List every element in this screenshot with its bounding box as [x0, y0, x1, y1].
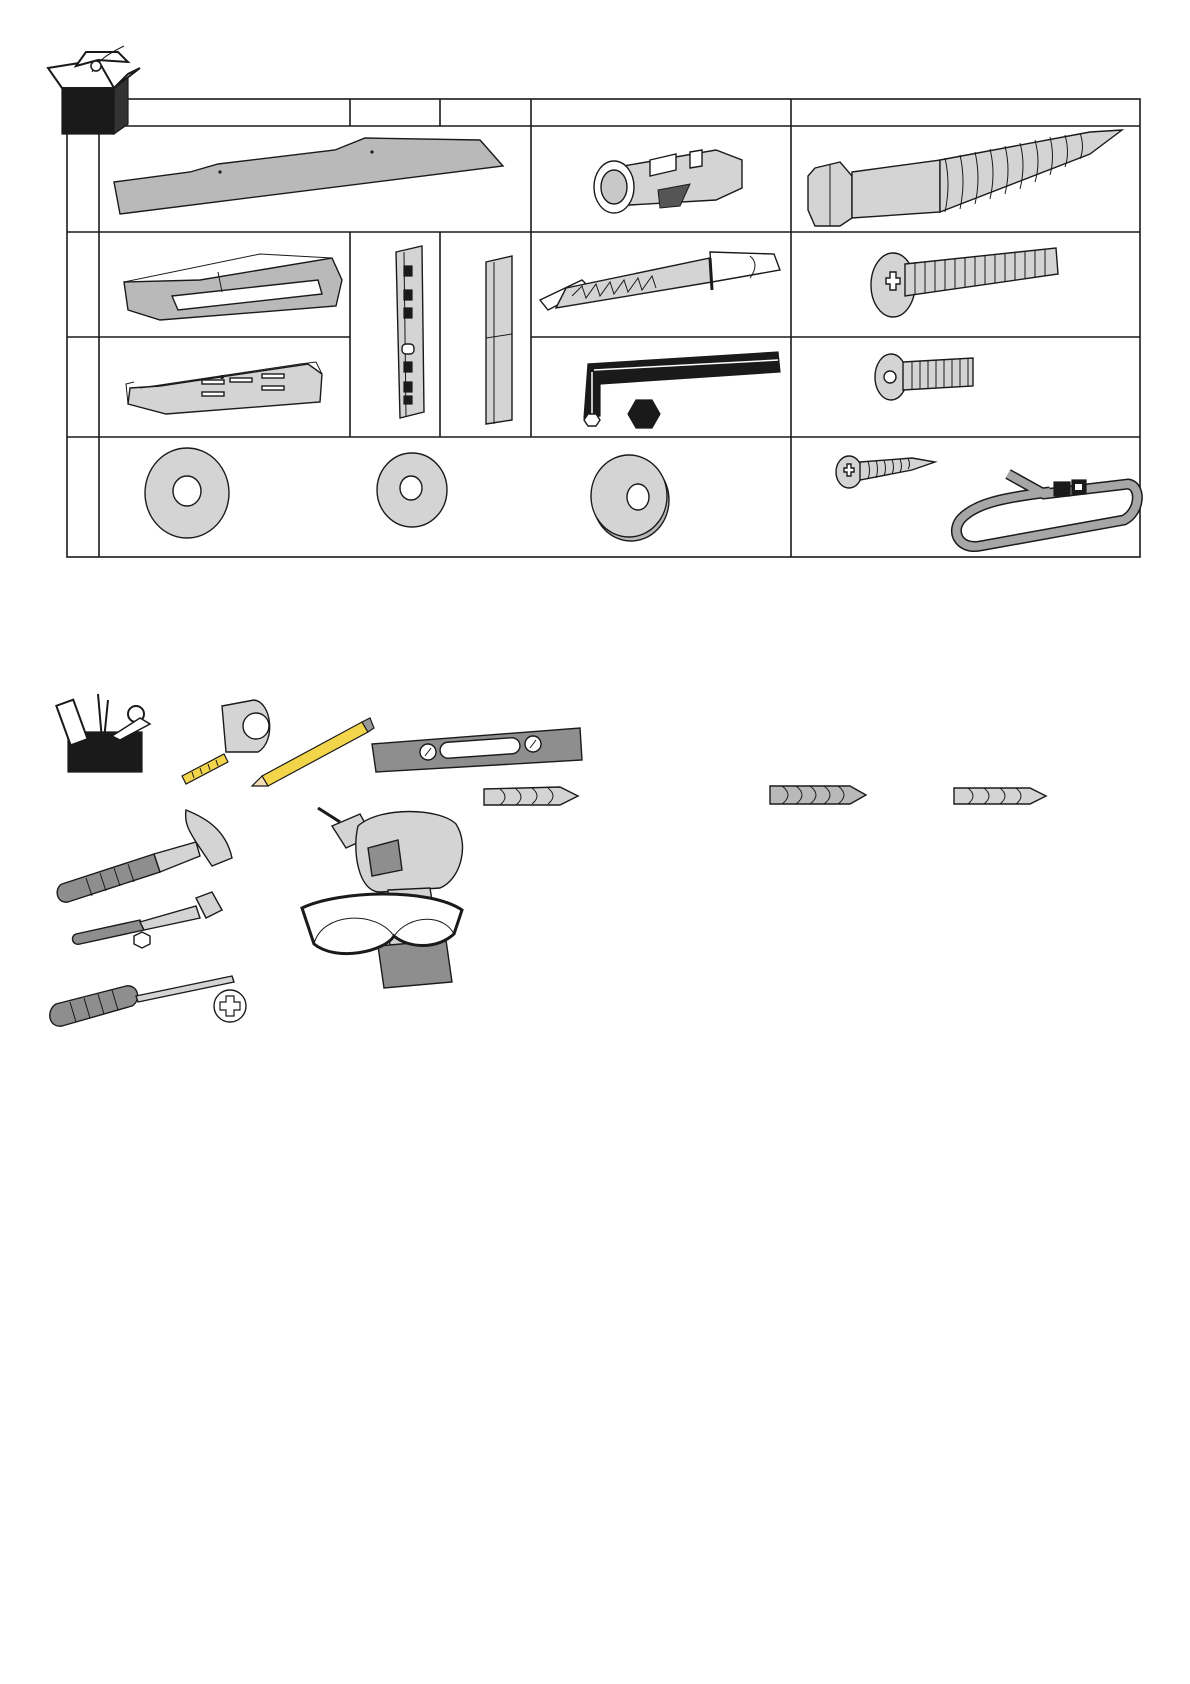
toolbox-icon: [56, 694, 150, 772]
tape-measure-icon: [182, 700, 270, 784]
safety-strap-icon: [956, 474, 1137, 547]
rail-cover-strip-icon: [486, 256, 512, 424]
shelf-tray-bracket-icon: [124, 254, 342, 320]
small-wood-screw-icon: [836, 456, 935, 488]
medium-washer-icon: [377, 453, 447, 527]
safety-goggles-icon: [302, 894, 462, 954]
spirit-level-icon: [372, 728, 582, 772]
hex-socket-screw-icon: [875, 354, 973, 400]
hex-lag-screw-icon: [808, 130, 1122, 226]
drill-bit-1-icon: [484, 787, 578, 805]
phillips-screwdriver-icon: [50, 976, 246, 1026]
allen-key-icon: [584, 352, 780, 428]
wall-rail-slotted-icon: [396, 246, 424, 418]
wall-plug-anchor-icon: [594, 150, 742, 213]
drill-bit-3-icon: [954, 788, 1046, 804]
socket-wrench-icon: [73, 892, 222, 948]
toggle-anchor-icon: [540, 252, 780, 310]
thick-washer-icon: [591, 455, 669, 541]
drill-bit-2-icon: [770, 786, 866, 804]
large-washer-icon: [145, 448, 229, 538]
hammer-icon: [57, 810, 232, 902]
phillips-machine-screw-icon: [871, 248, 1058, 317]
open-box-unpack-icon: [48, 46, 140, 134]
mounting-bracket-icon: [126, 362, 322, 414]
shelf-panel-icon: [114, 138, 503, 214]
